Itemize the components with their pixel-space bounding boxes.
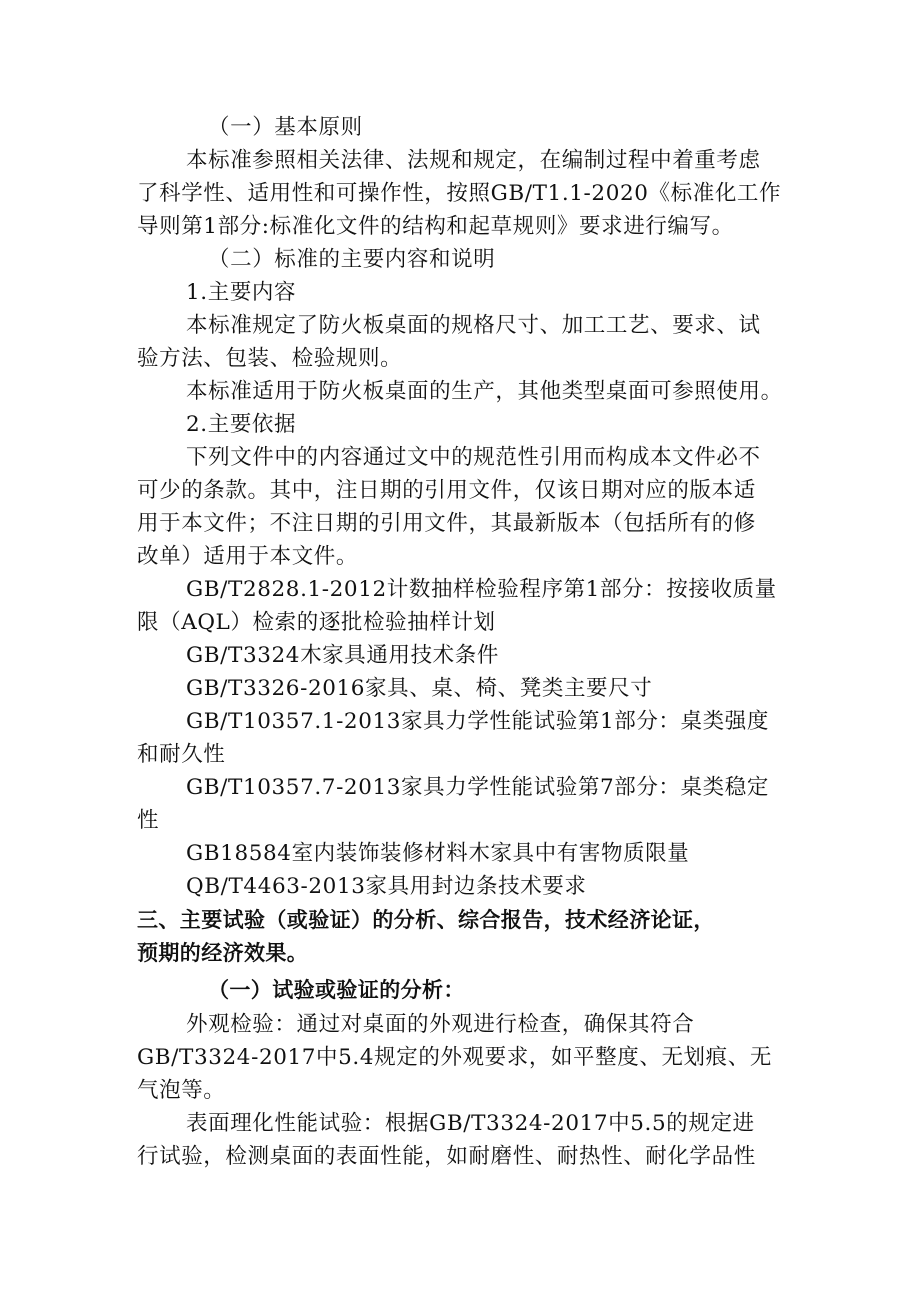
subheading-main-content: 1.主要内容 <box>186 280 297 305</box>
paragraph-line: 本标准适用于防火板桌面的生产，其他类型桌面可参照使用。 <box>186 379 783 404</box>
paragraph-line: 用于本文件；不注日期的引用文件，其最新版本（包括所有的修 <box>137 511 756 536</box>
paragraph-line: 导则第1部分:标准化文件的结构和起草规则》要求进行编写。 <box>137 214 734 239</box>
heading-main-content: （二）标准的主要内容和说明 <box>208 247 496 272</box>
paragraph-line: 本标准参照相关法律、法规和规定，在编制过程中着重考虑 <box>186 148 761 173</box>
section-heading-three: 预期的经济效果。 <box>137 941 309 965</box>
heading-test-analysis: （一）试验或验证的分析： <box>208 978 465 1002</box>
paragraph-line: 改单）适用于本文件。 <box>137 544 359 569</box>
subheading-main-basis: 2.主要依据 <box>186 412 297 437</box>
reference-line: GB/T10357.7-2013家具力学性能试验第7部分：桌类稳定 <box>186 775 769 800</box>
paragraph-line: 本标准规定了防火板桌面的规格尺寸、加工工艺、要求、试 <box>186 313 761 338</box>
paragraph-line: 下列文件中的内容通过文中的规范性引用而构成本文件必不 <box>186 445 761 470</box>
paragraph-line: 外观检验：通过对桌面的外观进行检查，确保其符合 <box>186 1012 695 1037</box>
reference-line: GB/T2828.1-2012计数抽样检验程序第1部分：按接收质量 <box>186 577 777 602</box>
reference-line: QB/T4463-2013家具用封边条技术要求 <box>186 874 587 899</box>
paragraph-line: GB/T3324-2017中5.4规定的外观要求，如平整度、无划痕、无 <box>137 1045 772 1070</box>
reference-line: GB/T3326-2016家具、桌、椅、凳类主要尺寸 <box>186 676 653 701</box>
heading-basic-principles: （一）基本原则 <box>208 115 363 140</box>
section-heading-three: 三、主要试验（或验证）的分析、综合报告，技术经济论证， <box>137 908 715 932</box>
reference-line: 和耐久性 <box>137 742 226 767</box>
reference-line: GB/T3324木家具通用技术条件 <box>186 643 499 668</box>
reference-line: GB/T10357.1-2013家具力学性能试验第1部分：桌类强度 <box>186 709 769 734</box>
paragraph-line: 气泡等。 <box>137 1078 226 1103</box>
reference-line: 限（AQL）检索的逐批检验抽样计划 <box>137 610 496 635</box>
paragraph-line: 了科学性、适用性和可操作性，按照GB/T1.1-2020《标准化工作 <box>137 181 782 206</box>
reference-line: 性 <box>137 808 160 833</box>
paragraph-line: 可少的条款。其中，注日期的引用文件，仅该日期对应的版本适 <box>137 478 756 503</box>
paragraph-line: 验方法、包装、检验规则。 <box>137 346 403 371</box>
reference-line: GB18584室内装饰装修材料木家具中有害物质限量 <box>186 841 690 866</box>
paragraph-line: 表面理化性能试验：根据GB/T3324-2017中5.5的规定进 <box>186 1111 755 1136</box>
paragraph-line: 行试验，检测桌面的表面性能，如耐磨性、耐热性、耐化学品性 <box>137 1144 756 1169</box>
